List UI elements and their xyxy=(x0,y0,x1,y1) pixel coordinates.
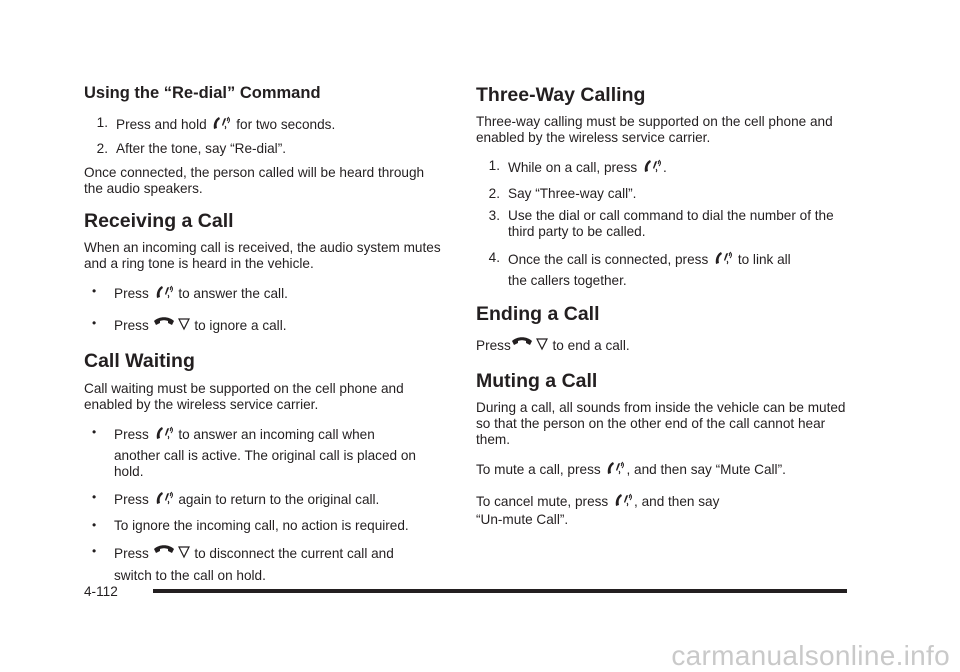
muting-heading: Muting a Call xyxy=(476,369,598,392)
list-item: 2. After the tone, say “Re-dial”. xyxy=(96,140,286,156)
redial-heading: Using the “Re-dial” Command xyxy=(84,84,321,102)
list-item: • To ignore the incoming call, no action is required. xyxy=(92,517,409,533)
phone-talk-icon xyxy=(712,250,734,270)
phone-talk-icon xyxy=(153,490,175,510)
ending-heading: Ending a Call xyxy=(476,303,600,326)
mute-instruction: To mute a call, press , and then say “Mute Call”. xyxy=(476,460,848,480)
phone-talk-icon xyxy=(153,425,175,445)
list-item: • Press to disconnect the current call and switch to the call on hold. xyxy=(92,543,394,583)
bullet-icon: • xyxy=(92,284,97,299)
waiting-heading: Call Waiting xyxy=(84,350,195,373)
bullet-icon: • xyxy=(92,489,97,504)
list-item: 1. While on a call, press . xyxy=(476,158,848,178)
bullet-icon: • xyxy=(92,543,97,558)
left-column xyxy=(84,84,444,584)
cancel-mute-instruction: To cancel mute, press , and then say “Un-mute Call”. xyxy=(476,494,720,528)
list-item: 4. Once the call is connected, press to link all the callers together. xyxy=(488,250,791,289)
list-item: 2. Say “Three-way call”. xyxy=(488,186,637,202)
phone-talk-icon xyxy=(153,284,175,304)
phone-talk-icon xyxy=(612,492,634,512)
phone-end-icon xyxy=(153,544,191,564)
list-item: • Press to ignore a call. xyxy=(84,316,444,336)
list-item: • Press to answer the call. xyxy=(84,284,444,304)
phone-talk-icon xyxy=(604,460,626,480)
muting-paragraph: During a call, all sounds from inside the vehicle can be muted so that the person on the other end of the call cannot hear them. xyxy=(476,400,846,448)
receiving-heading: Receiving a Call xyxy=(84,209,234,232)
threeway-heading: Three-Way Calling xyxy=(476,84,646,106)
list-item: 3. Use the dial or call command to dial the number of the third party to be called. xyxy=(488,208,834,240)
list-item: • Press to answer an incoming call when another call is active. The original call is placed on hold. xyxy=(92,424,416,479)
receiving-paragraph: When an incoming call is received, the audio system mutes and a ring tone is heard in the vehicle. xyxy=(84,240,441,272)
list-item: • Press again to return to the original call. xyxy=(84,490,444,510)
ending-line: Press to end a call. xyxy=(476,336,848,356)
bullet-icon: • xyxy=(92,316,97,331)
phone-talk-icon xyxy=(641,158,663,178)
phone-talk-icon xyxy=(210,115,232,135)
footer-rule xyxy=(153,589,847,593)
bullet-icon: • xyxy=(92,424,97,439)
redial-paragraph: Once connected, the person called will be heard through the audio speakers. xyxy=(84,164,425,196)
waiting-paragraph: Call waiting must be supported on the cell phone and enabled by the wireless service carrier. xyxy=(84,380,404,412)
right-column xyxy=(476,84,848,528)
watermark: carmanualsonline.info xyxy=(671,640,950,671)
page-number: 4-112 xyxy=(84,584,118,599)
bullet-icon: • xyxy=(92,517,97,532)
phone-end-icon xyxy=(153,316,191,336)
threeway-paragraph: Three-way calling must be supported on the cell phone and enabled by the wireless service carrier. xyxy=(476,114,833,146)
phone-end-icon xyxy=(511,336,549,356)
list-item: 1. Press and hold for two seconds. xyxy=(84,115,444,135)
